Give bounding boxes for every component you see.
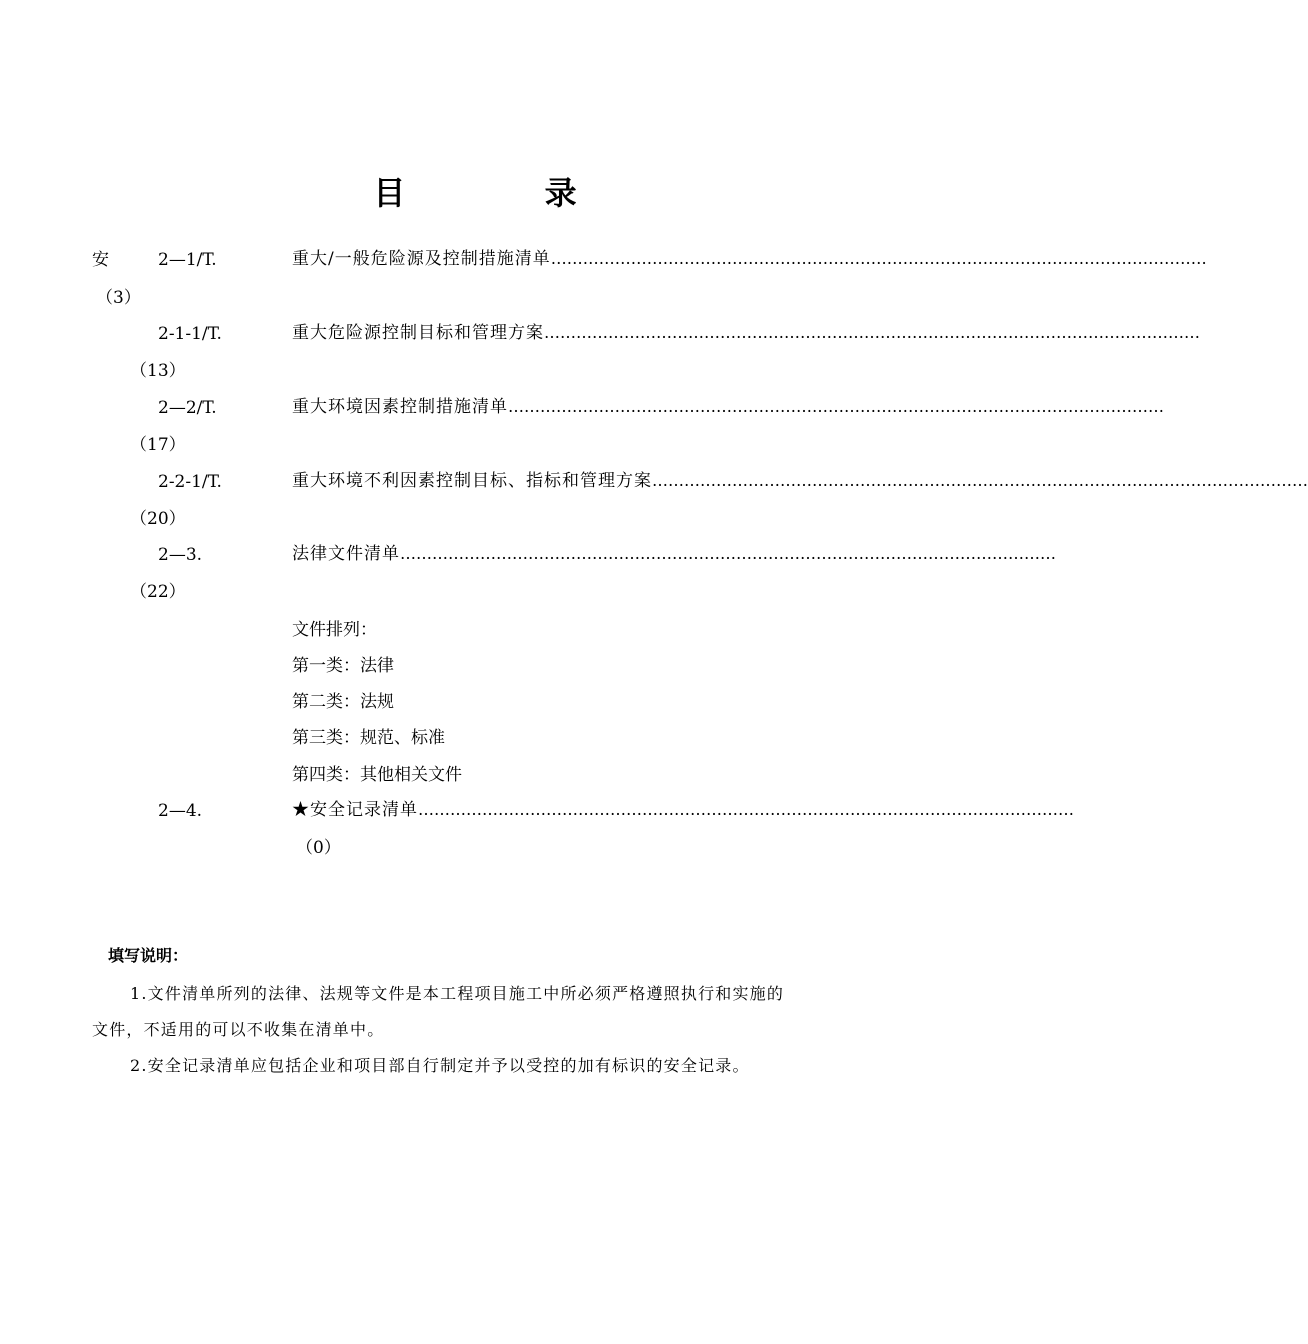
toc-code: 2—2/T. — [158, 398, 217, 418]
toc-code: 2—4. — [158, 801, 203, 821]
toc-entry[interactable] — [292, 395, 1164, 419]
leader-dots: …………………………………………………………………………………………………………… — [544, 323, 1200, 342]
toc-entry[interactable] — [292, 247, 1207, 271]
toc-entry[interactable] — [292, 798, 1074, 822]
toc-entry[interactable] — [292, 469, 1308, 493]
leader-dots: …………………………………………………………………………………………………………… — [400, 544, 1056, 563]
toc-entry-title: ★安全记录清单 — [292, 800, 418, 820]
leader-dots: …………………………………………………………………………………………………………… — [652, 471, 1308, 490]
toc-entry-title: 法律文件清单 — [292, 544, 400, 564]
toc-prefix: 安 — [92, 250, 109, 270]
toc-entry-title: 重大/一般危险源及控制措施清单 — [292, 249, 551, 269]
toc-code: 2—3. — [158, 545, 203, 565]
page-title: 目 录 — [373, 174, 641, 212]
toc-code: 2-2-1/T. — [158, 472, 222, 492]
toc-page-number: （3） — [96, 288, 141, 308]
toc-code: 2-1-1/T. — [158, 324, 222, 344]
file-order-item: 第二类：法规 — [292, 692, 394, 712]
toc-entry-title: 重大环境不利因素控制目标、指标和管理方案 — [292, 471, 652, 491]
notes-heading: 填写说明： — [108, 946, 189, 965]
file-order-item: 第四类：其他相关文件 — [292, 765, 462, 785]
toc-code: 2—1/T. — [158, 250, 217, 270]
note-1-line-1: 1.文件清单所列的法律、法规等文件是本工程项目施工中所必须严格遵照执行和实施的 — [130, 984, 785, 1003]
toc-page-number: （13） — [130, 361, 186, 381]
toc-entry[interactable] — [292, 321, 1200, 345]
note-1-line-2: 文件，不适用的可以不收集在清单中。 — [92, 1020, 385, 1039]
toc-entry-title: 重大危险源控制目标和管理方案 — [292, 323, 544, 343]
note-2: 2.安全记录清单应包括企业和项目部自行制定并予以受控的加有标识的安全记录。 — [130, 1056, 750, 1075]
toc-page-number: （0） — [296, 838, 341, 858]
toc-entry[interactable] — [292, 542, 1056, 566]
file-order-heading: 文件排列： — [292, 620, 377, 640]
file-order-item: 第三类：规范、标准 — [292, 728, 445, 748]
leader-dots: …………………………………………………………………………………………………………… — [508, 397, 1164, 416]
toc-page-number: （20） — [130, 509, 186, 529]
toc-entry-title: 重大环境因素控制措施清单 — [292, 397, 508, 417]
toc-page-number: （22） — [130, 582, 186, 602]
file-order-item: 第一类：法律 — [292, 656, 394, 676]
leader-dots: …………………………………………………………………………………………………………… — [418, 800, 1074, 819]
leader-dots: …………………………………………………………………………………………………………… — [550, 249, 1207, 268]
toc-page-number: （17） — [130, 435, 186, 455]
